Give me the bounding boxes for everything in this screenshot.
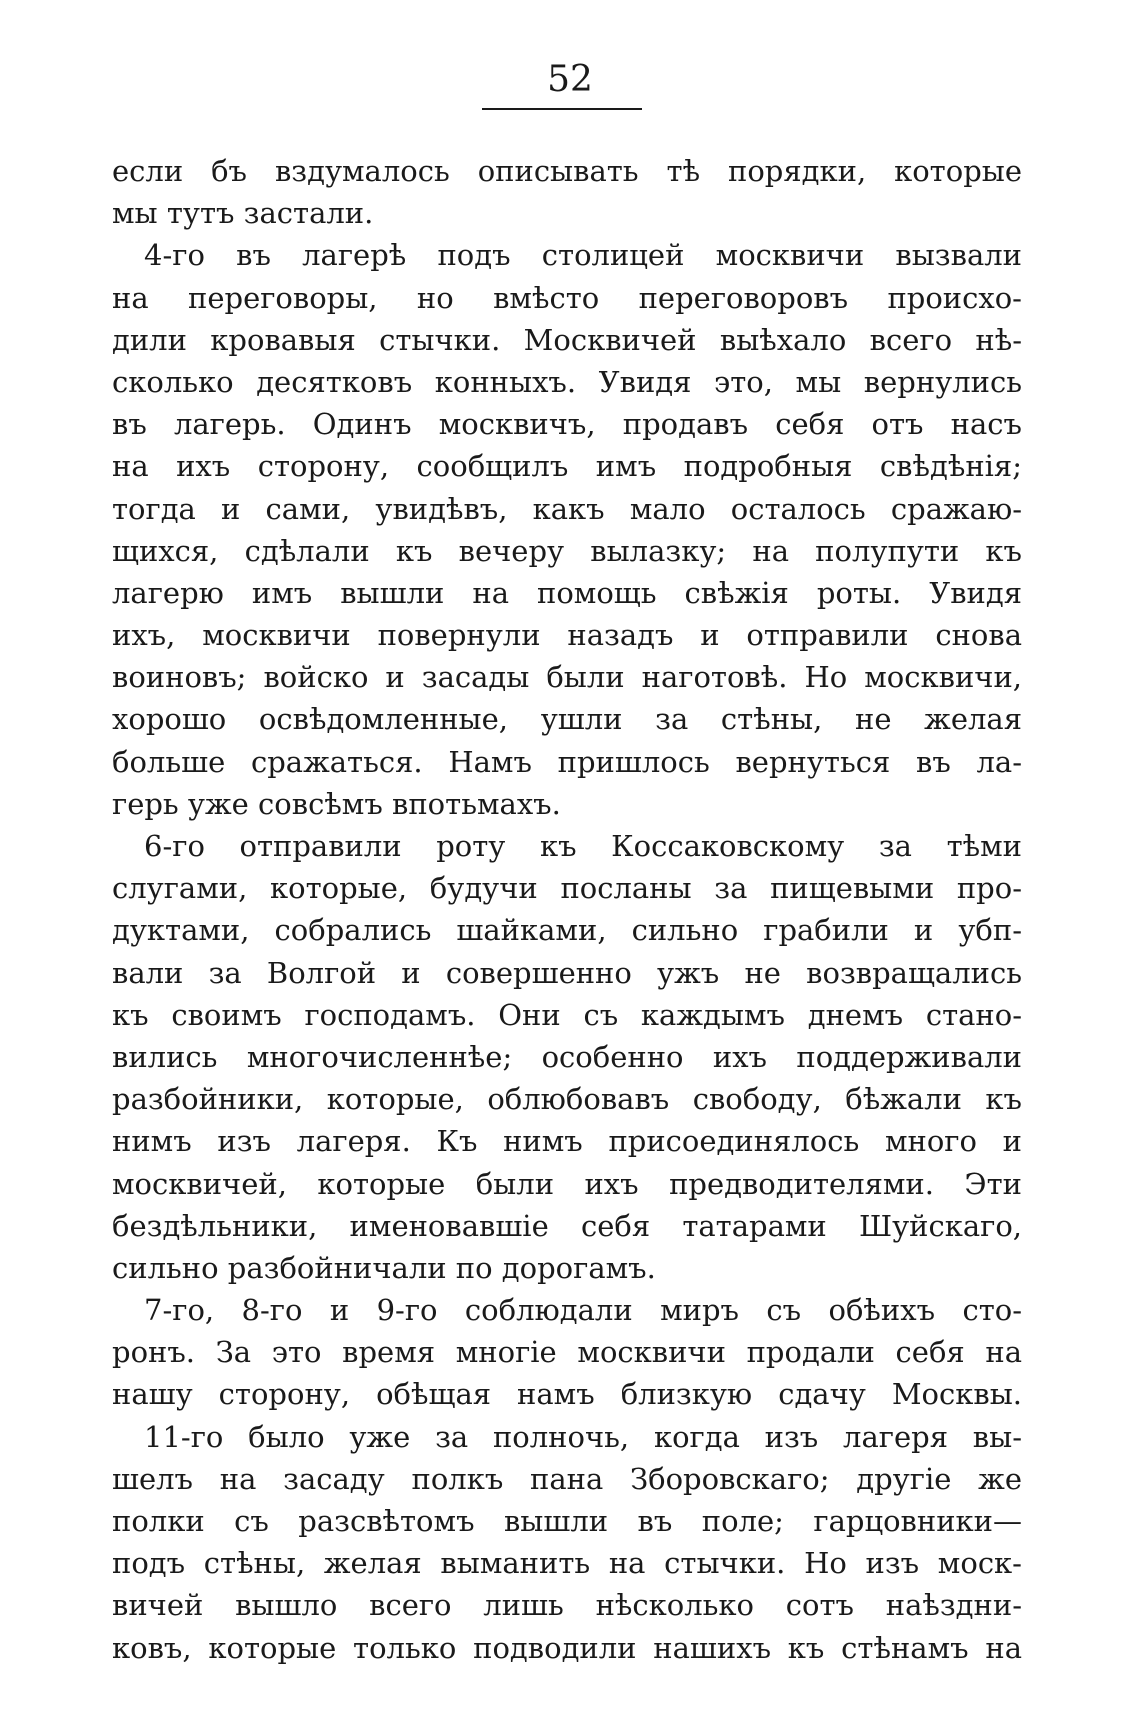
text-line: дили кровавыя стычки. Москвичей выѣхало всего нѣ-: [112, 322, 1022, 357]
text-line: ихъ, москвичи повернули назадъ и отправили снова: [112, 618, 1022, 653]
text-line: шелъ на засаду полкъ пана Зборовскаго; другіе же: [112, 1461, 1022, 1496]
text-line: воиновъ; войско и засады были наготовѣ. Но москвичи,: [112, 660, 1022, 695]
text-line: 11-го было уже за полночь, когда изъ лагеря вы-: [144, 1419, 1022, 1454]
text-line: вились многочисленнѣе; особенно ихъ поддерживали: [112, 1039, 1022, 1074]
text-line: бездѣльники, именовавшіе себя татарами Шуйскаго,: [112, 1208, 1022, 1243]
text-line: тогда и сами, увидѣвъ, какъ мало осталось сражаю-: [112, 491, 1022, 526]
text-line: подъ стѣны, желая выманить на стычки. Но изъ моск-: [112, 1546, 1022, 1581]
text-line: вали за Волгой и совершенно ужъ не возвращались: [112, 955, 1022, 990]
text-line: вичей вышло всего лишь нѣсколько сотъ наѣздни-: [112, 1588, 1022, 1623]
text-line: хорошо освѣдомленные, ушли за стѣны, не желая: [112, 702, 1022, 737]
text-line: 4-го въ лагерѣ подъ столицей москвичи вызвали: [144, 238, 1022, 273]
text-line: полки съ разсвѣтомъ вышли въ поле; гарцовники—: [112, 1504, 1022, 1538]
text-line: сильно разбойничали по дорогамъ.: [112, 1250, 656, 1285]
header-rule: [482, 108, 642, 110]
text-line: лагерю имъ вышли на помощь свѣжія роты. Увидя: [112, 575, 1022, 610]
text-line: въ лагерь. Одинъ москвичъ, продавъ себя отъ насъ: [112, 407, 1022, 442]
text-line: москвичей, которые были ихъ предводителями. Эти: [112, 1166, 1022, 1201]
body-text: [112, 150, 1022, 1669]
text-line: сколько десятковъ конныхъ. Увидя это, мы вернулись: [112, 364, 1022, 399]
page-number: 52: [547, 59, 593, 100]
text-line: 7-го, 8-го и 9-го соблюдали миръ съ обѣихъ сто-: [144, 1293, 1022, 1328]
text-line: герь уже совсѣмъ впотьмахъ.: [112, 786, 561, 821]
text-line: если бъ вздумалось описывать тѣ порядки, которые: [112, 154, 1022, 188]
text-line: дуктами, собрались шайками, сильно грабили и убп-: [112, 913, 1022, 948]
text-line: нашу сторону, обѣщая намъ близкую сдачу Москвы.: [112, 1377, 1022, 1412]
text-line: ковъ, которые только подводили нашихъ къ стѣнамъ на: [112, 1630, 1022, 1665]
text-line: къ своимъ господамъ. Они съ каждымъ днемъ стано-: [112, 997, 1022, 1032]
text-line: ронъ. За это время многіе москвичи продали себя на: [112, 1335, 1022, 1370]
text-line: на ихъ сторону, сообщилъ имъ подробныя свѣдѣнія;: [112, 449, 1022, 484]
text-line: слугами, которые, будучи посланы за пищевыми про-: [112, 871, 1022, 906]
text-line: на переговоры, но вмѣсто переговоровъ происхо-: [112, 280, 1022, 315]
text-line: 6-го отправили роту къ Коссаковскому за тѣми: [144, 829, 1022, 863]
text-line: разбойники, которые, облюбовавъ свободу, бѣжали къ: [112, 1082, 1022, 1117]
text-line: больше сражаться. Намъ пришлось вернуться въ ла-: [112, 744, 1022, 779]
text-line: нимъ изъ лагеря. Къ нимъ присоединялось много и: [112, 1124, 1022, 1159]
text-line: мы тутъ застали.: [112, 196, 374, 231]
text-line: щихся, сдѣлали къ вечеру вылазку; на полупути къ: [112, 533, 1022, 568]
